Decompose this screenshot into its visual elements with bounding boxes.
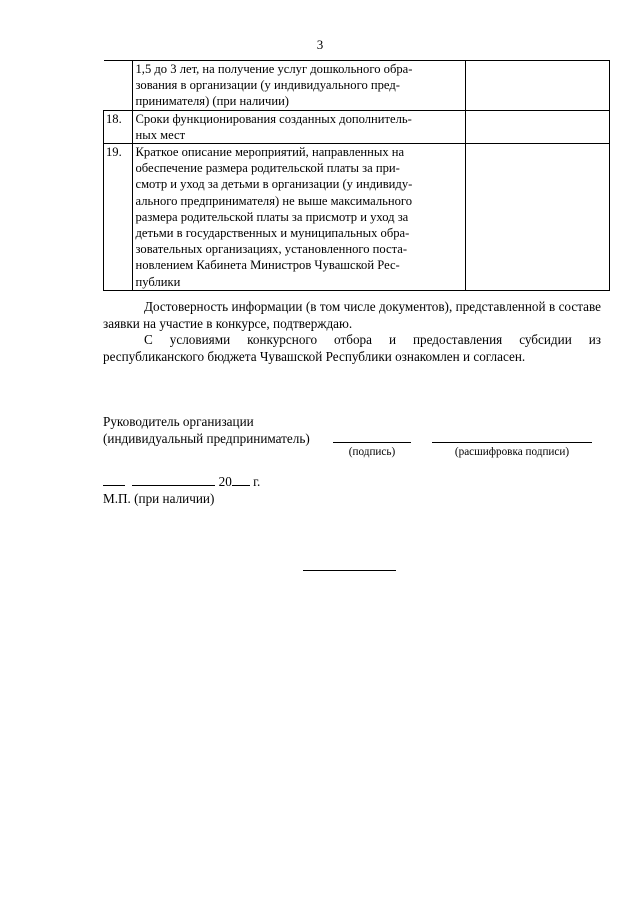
row-text-line: новлением Кабинета Министров Чувашской Рес- — [135, 258, 400, 273]
row-text-line: смотр и уход за детьми в организации (у индивиду- — [135, 177, 413, 192]
signatory-label-sub: (индивидуальный предприниматель) — [103, 431, 310, 446]
application-table — [103, 60, 610, 291]
row-text-line: зовательных организациях, установленного поста- — [135, 242, 408, 257]
signatory-label: Руководитель организации — [103, 414, 254, 429]
year-suffix: г. — [253, 474, 261, 489]
year-prefix: 20 — [218, 474, 232, 489]
signature-decoding-field[interactable] — [432, 442, 592, 443]
row-text-line: детьми в государственных и муниципальных обра- — [135, 226, 410, 241]
row-text-line: Краткое описание мероприятий, направленных на — [135, 145, 405, 160]
consent-paragraph: С условиями конкурсного отбора и предоставления субсидии из республиканского бюджета Чувашской Республики ознакомлен и согласен. — [103, 332, 601, 364]
confirmation-paragraph: Достоверность информации (в том числе документов), представленной в составе заявки на участие в конкурсе, подтверждаю. — [103, 299, 601, 331]
row-description-cell — [132, 144, 465, 291]
date-line — [103, 474, 260, 491]
end-rule — [303, 570, 396, 571]
row-value-cell[interactable] — [465, 61, 609, 111]
page-number: 3 — [316, 37, 324, 52]
table-row — [104, 144, 610, 291]
stamp-place: М.П. (при наличии) — [103, 491, 215, 506]
signature-field[interactable] — [333, 442, 411, 443]
signature-decoding-caption: (расшифровка подписи) — [454, 446, 570, 458]
row-text-line: ального предпринимателя) не выше максимального — [135, 193, 413, 208]
row-value-cell[interactable] — [465, 144, 609, 291]
row-number-cell — [104, 61, 133, 111]
row-text-line: размера родительской платы за присмотр и уход за — [135, 209, 409, 224]
row-number-cell: 18. — [104, 110, 133, 143]
row-number-cell: 19. — [104, 144, 133, 291]
table-row — [104, 110, 610, 143]
month-field[interactable] — [132, 474, 215, 486]
row-text-line: зования в организации (у индивидуального пред- — [135, 78, 400, 93]
row-description-cell — [132, 61, 465, 111]
row-text-line: публики — [135, 274, 181, 289]
signature-caption: (подпись) — [348, 446, 396, 458]
table-row — [104, 61, 610, 111]
day-field[interactable] — [103, 474, 125, 486]
row-text-line: ных мест — [135, 127, 186, 142]
year-field[interactable] — [232, 474, 250, 486]
row-text-line: обеспечение размера родительской платы за при- — [135, 161, 400, 176]
row-text-line: 1,5 до 3 лет, на получение услуг дошкольного обра- — [135, 62, 413, 76]
row-text-line: Сроки функционирования созданных дополнитель- — [135, 111, 412, 126]
row-description-cell — [132, 110, 465, 143]
row-text-line: принимателя) (при наличии) — [135, 94, 290, 109]
row-value-cell[interactable] — [465, 110, 609, 143]
